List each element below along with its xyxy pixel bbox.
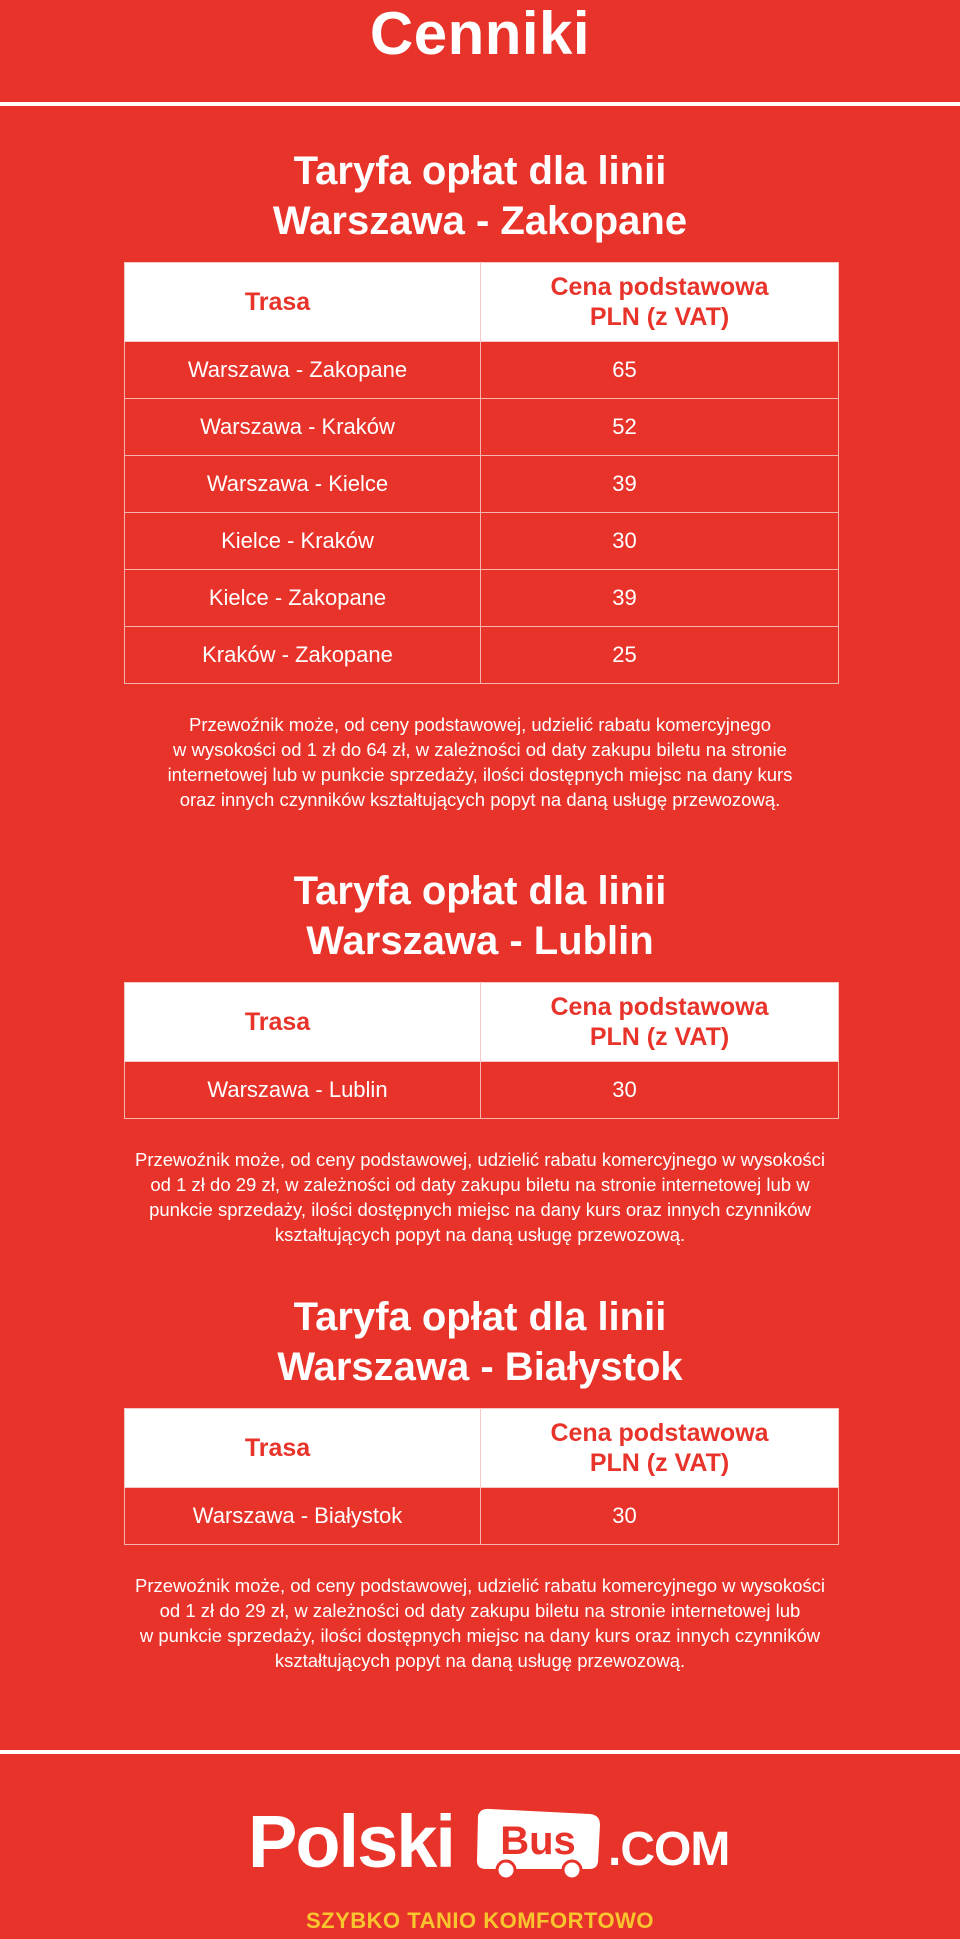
section-title-line2: Warszawa - Białystok xyxy=(277,1345,683,1389)
price-header-line2: PLN (z VAT) xyxy=(589,1449,730,1477)
discount-note: Przewoźnik może, od ceny podstawowej, udzielić rabatu komercyjnego w wysokości od 1 zł do 29 zł, w zależności od daty zakupu biletu na stronie internetowej lub w punkcie sprzedaży, ilości dostępnych miejsc na dany kurs oraz innych czynników kształtujących popyt na daną usługę przewozową. xyxy=(135,1575,825,1671)
tariff-table xyxy=(124,1408,839,1545)
price-cell: 30 xyxy=(481,513,839,570)
price-cell: 52 xyxy=(481,399,839,456)
table-row xyxy=(125,456,839,513)
price-cell: 25 xyxy=(481,627,839,684)
table-row xyxy=(125,1062,839,1119)
table-header-row xyxy=(125,263,839,342)
price-column-header xyxy=(481,1409,839,1488)
route-column-header: Trasa xyxy=(125,1409,481,1488)
logo-com-text: .COM xyxy=(608,1823,730,1876)
discount-note: Przewoźnik może, od ceny podstawowej, udzielić rabatu komercyjnego w wysokości od 1 zł do 64 zł, w zależności od daty zakupu biletu na stronie internetowej lub w punkcie sprzedaży, ilości dostępnych miejsc na dany kurs oraz innych czynników kształtujących popyt na daną usługę przewozową. xyxy=(167,714,793,810)
section-title-line1: Taryfa opłat dla linii xyxy=(293,149,667,193)
section-title xyxy=(0,146,960,246)
section-title-line1: Taryfa opłat dla linii xyxy=(293,869,667,913)
table-header-row xyxy=(125,1409,839,1488)
section-title xyxy=(0,866,960,966)
bus-logo-icon xyxy=(472,1806,604,1880)
page-title: Cenniki xyxy=(369,0,591,67)
section-title xyxy=(0,1292,960,1392)
table-row xyxy=(125,1488,839,1545)
route-cell: Warszawa - Zakopane xyxy=(125,342,481,399)
price-cell: 30 xyxy=(481,1062,839,1119)
price-cell: 65 xyxy=(481,342,839,399)
polskibus-logo xyxy=(0,1800,960,1883)
table-row xyxy=(125,627,839,684)
section-title-line1: Taryfa opłat dla linii xyxy=(293,1295,667,1339)
table-row xyxy=(125,342,839,399)
tagline: SZYBKO TANIO KOMFORTOWO xyxy=(306,1908,654,1933)
route-column-header: Trasa xyxy=(125,983,481,1062)
logo-polski-text: Polski xyxy=(248,1800,454,1883)
route-column-header: Trasa xyxy=(125,263,481,342)
logo-bus-text: Bus xyxy=(500,1819,576,1863)
bottom-divider xyxy=(0,1750,960,1754)
price-column-header xyxy=(481,983,839,1062)
discount-note: Przewoźnik może, od ceny podstawowej, udzielić rabatu komercyjnego w wysokości od 1 zł do 29 zł, w zależności od daty zakupu biletu na stronie internetowej lub w punkcie sprzedaży, ilości dostępnych miejsc na dany kurs oraz innych czynników kształtujących popyt na daną usługę przewozową. xyxy=(135,1149,825,1245)
price-cell: 30 xyxy=(481,1488,839,1545)
price-header-line2: PLN (z VAT) xyxy=(589,1023,730,1051)
section-title-line2: Warszawa - Zakopane xyxy=(272,199,688,243)
section-title-line2: Warszawa - Lublin xyxy=(306,919,654,963)
price-header-line1: Cena podstawowa xyxy=(550,993,769,1021)
route-cell: Warszawa - Kraków xyxy=(125,399,481,456)
price-cell: 39 xyxy=(481,456,839,513)
route-cell: Warszawa - Kielce xyxy=(125,456,481,513)
table-row xyxy=(125,570,839,627)
tariff-table xyxy=(124,982,839,1119)
tariff-table xyxy=(124,262,839,684)
price-header-line2: PLN (z VAT) xyxy=(589,303,730,331)
top-divider xyxy=(0,102,960,106)
route-cell: Warszawa - Białystok xyxy=(125,1488,481,1545)
tariff-section-bialystok xyxy=(0,1292,960,1673)
price-header-line1: Cena podstawowa xyxy=(550,273,769,301)
table-row xyxy=(125,399,839,456)
table-row xyxy=(125,513,839,570)
table-header-row xyxy=(125,983,839,1062)
price-header-line1: Cena podstawowa xyxy=(550,1419,769,1447)
route-cell: Kielce - Kraków xyxy=(125,513,481,570)
route-cell: Warszawa - Lublin xyxy=(125,1062,481,1119)
tariff-section-lublin xyxy=(0,866,960,1247)
price-cell: 39 xyxy=(481,570,839,627)
price-column-header xyxy=(481,263,839,342)
tariff-section-zakopane xyxy=(0,146,960,812)
route-cell: Kielce - Zakopane xyxy=(125,570,481,627)
route-cell: Kraków - Zakopane xyxy=(125,627,481,684)
